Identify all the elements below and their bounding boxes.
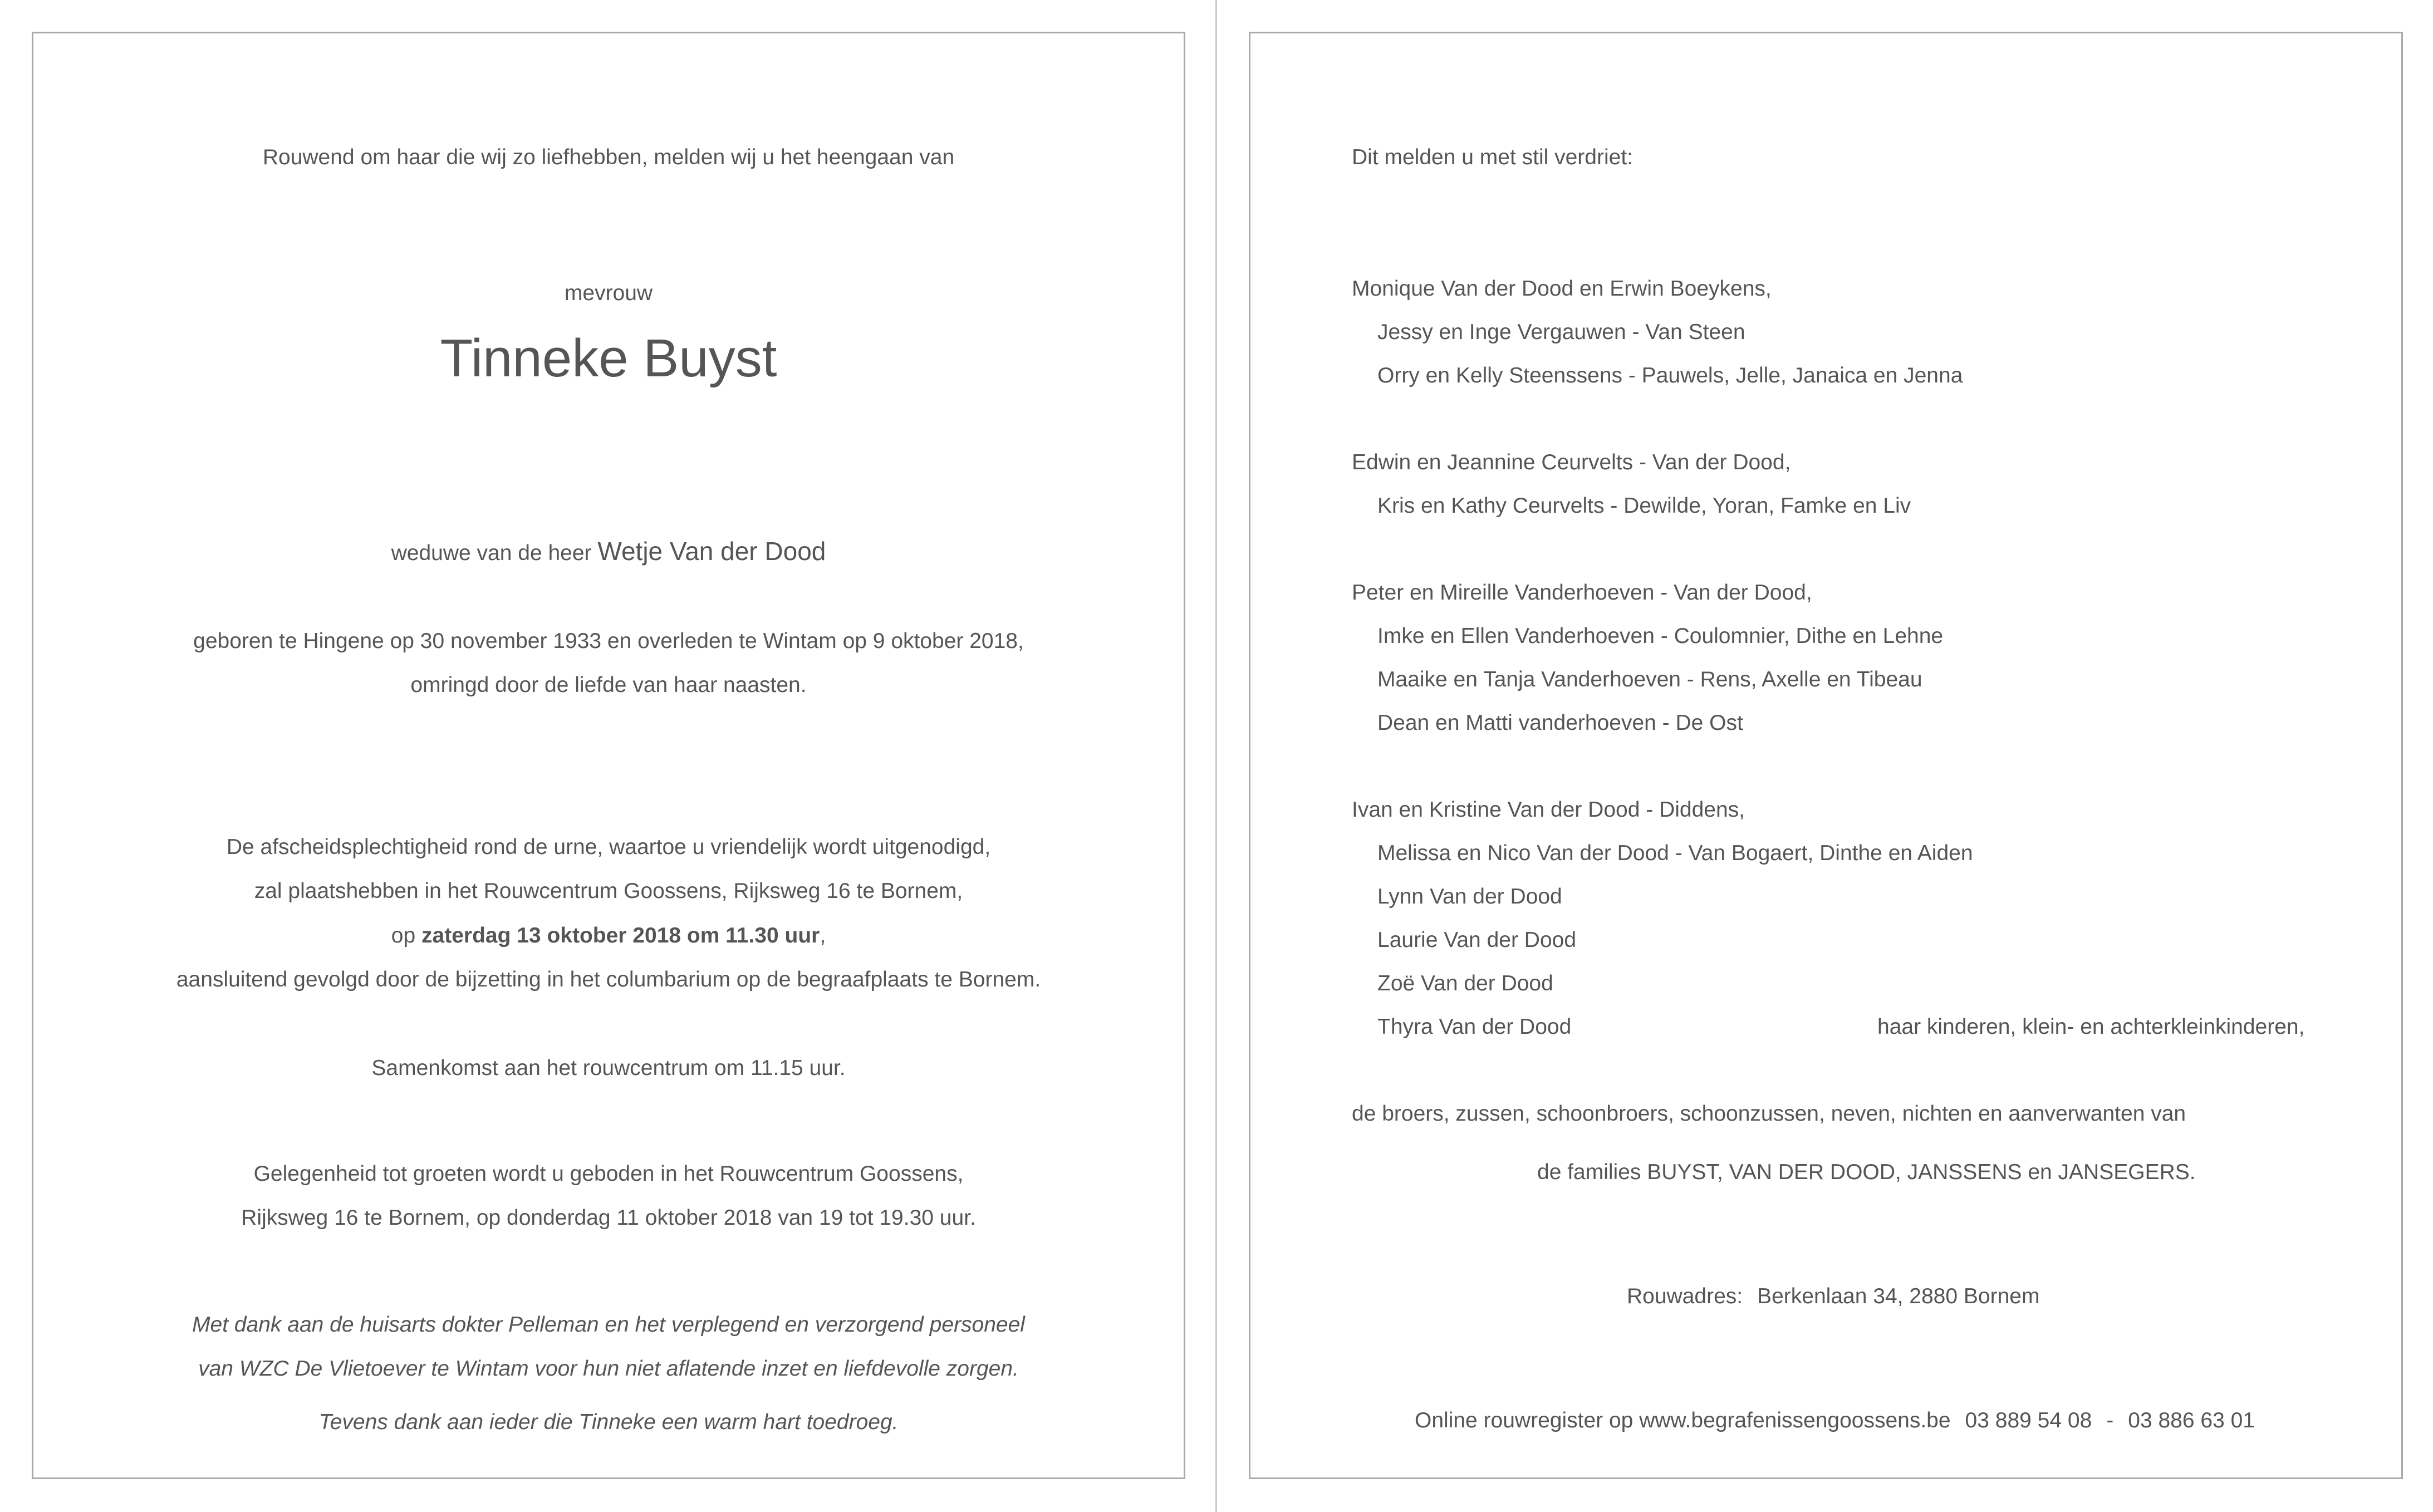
families-text: de families BUYST, VAN DER DOOD, JANSSENS en JANSEGERS. [1537,1160,2196,1184]
thanks-text-2: van WZC De Vlietoever te Wintam voor hun niet aflatende inzet en liefdevolle zorgen. [198,1357,1019,1381]
obituary-right-page [1249,32,2403,1479]
family-member: Zoë Van der Dood [1377,971,1553,995]
family-member: Thyra Van der Dood [1377,1015,1572,1039]
ceremony-invite: De afscheidsplechtigheid rond de urne, waartoe u vriendelijk wordt uitgenodigd, [226,835,991,859]
family-member: Kris en Kathy Ceurvelts - Dewilde, Yoran, Famke en Liv [1377,494,1911,518]
deceased-name: Tinneke Buyst [440,328,777,388]
phone-separator: - [2106,1408,2114,1432]
widow-line [33,537,1184,568]
family-member: Melissa en Nico Van der Dood - Van Bogaert, Dinthe en Aiden [1377,841,1973,865]
thanks-text-1: Met dank aan de huisarts dokter Pelleman en het verplegend en verzorgend personeel [192,1313,1025,1337]
family-member: Lynn Van der Dood [1377,885,1562,909]
ceremony-date: zaterdag 13 oktober 2018 om 11.30 uur [421,924,820,948]
family-head: Ivan en Kristine Van der Dood - Diddens, [1352,798,1745,822]
surrounded-text: omringd door de liefde van haar naasten. [410,673,807,697]
relatives-text: de broers, zussen, schoonbroers, schoonzussen, neven, nichten en aanverwanten van [1352,1102,2186,1126]
birth-death-text: geboren te Hingene op 30 november 1933 en overleden te Wintam op 9 oktober 2018, [193,629,1024,653]
phone-2: 03 886 63 01 [2128,1408,2255,1432]
family-member: Dean en Matti vanderhoeven - De Ost [1377,711,1743,735]
online-register-label: Online rouwregister op www.begrafenissengoossens.be [1415,1408,1951,1432]
widow-prefix: weduwe van de heer [391,541,592,565]
ceremony-date-prefix: op [391,924,416,948]
ceremony-followup: aansluitend gevolgd door de bijzetting in het columbarium op de begraafplaats te Bornem. [176,968,1041,991]
family-member: Imke en Ellen Vanderhoeven - Coulomnier, Dithe en Lehne [1377,624,1944,648]
greeting-text-1: Gelegenheid tot groeten wordt u geboden in het Rouwcentrum Goossens, [253,1162,964,1186]
family-member: Orry en Kelly Steenssens - Pauwels, Jelle, Janaica en Jenna [1377,364,1963,387]
family-member: Maaike en Tanja Vanderhoeven - Rens, Axelle en Tibeau [1377,667,1922,691]
family-head: Monique Van der Dood en Erwin Boeykens, [1352,277,1772,301]
address-value: Berkenlaan 34, 2880 Bornem [1757,1284,2040,1308]
address-line [1250,1282,2433,1311]
ceremony-date-suffix: , [820,924,826,948]
family-member: Jessy en Inge Vergauwen - Van Steen [1377,320,1745,344]
husband-name: Wetje Van der Dood [597,537,826,566]
intro-text-right: Dit melden u met stil verdriet: [1352,145,1634,169]
family-head: Edwin en Jeannine Ceurvelts - Van der Dood, [1352,450,1791,474]
salutation: mevrouw [564,281,653,305]
address-label: Rouwadres: [1627,1284,1743,1308]
ceremony-place: zal plaatshebben in het Rouwcentrum Goossens, Rijksweg 16 te Bornem, [254,879,963,903]
family-member: Laurie Van der Dood [1377,928,1577,952]
center-fold-divider [1215,0,1217,1512]
greeting-text-2: Rijksweg 16 te Bornem, op donderdag 11 oktober 2018 van 19 tot 19.30 uur. [241,1206,976,1230]
phone-1: 03 889 54 08 [1965,1408,2092,1432]
gathering-text: Samenkomst aan het rouwcentrum om 11.15 uur. [371,1056,846,1080]
online-register-line [1250,1406,2433,1435]
descendants-note: haar kinderen, klein- en achterkleinkinderen, [1877,1015,2305,1039]
intro-text: Rouwend om haar die wij zo liefhebben, melden wij u het heengaan van [262,145,955,169]
thanks-text-3: Tevens dank aan ieder die Tinneke een warm hart toedroeg. [318,1410,899,1434]
family-head: Peter en Mireille Vanderhoeven - Van der Dood, [1352,581,1812,605]
obituary-left-page [32,32,1185,1479]
ceremony-date-line [33,921,1184,950]
